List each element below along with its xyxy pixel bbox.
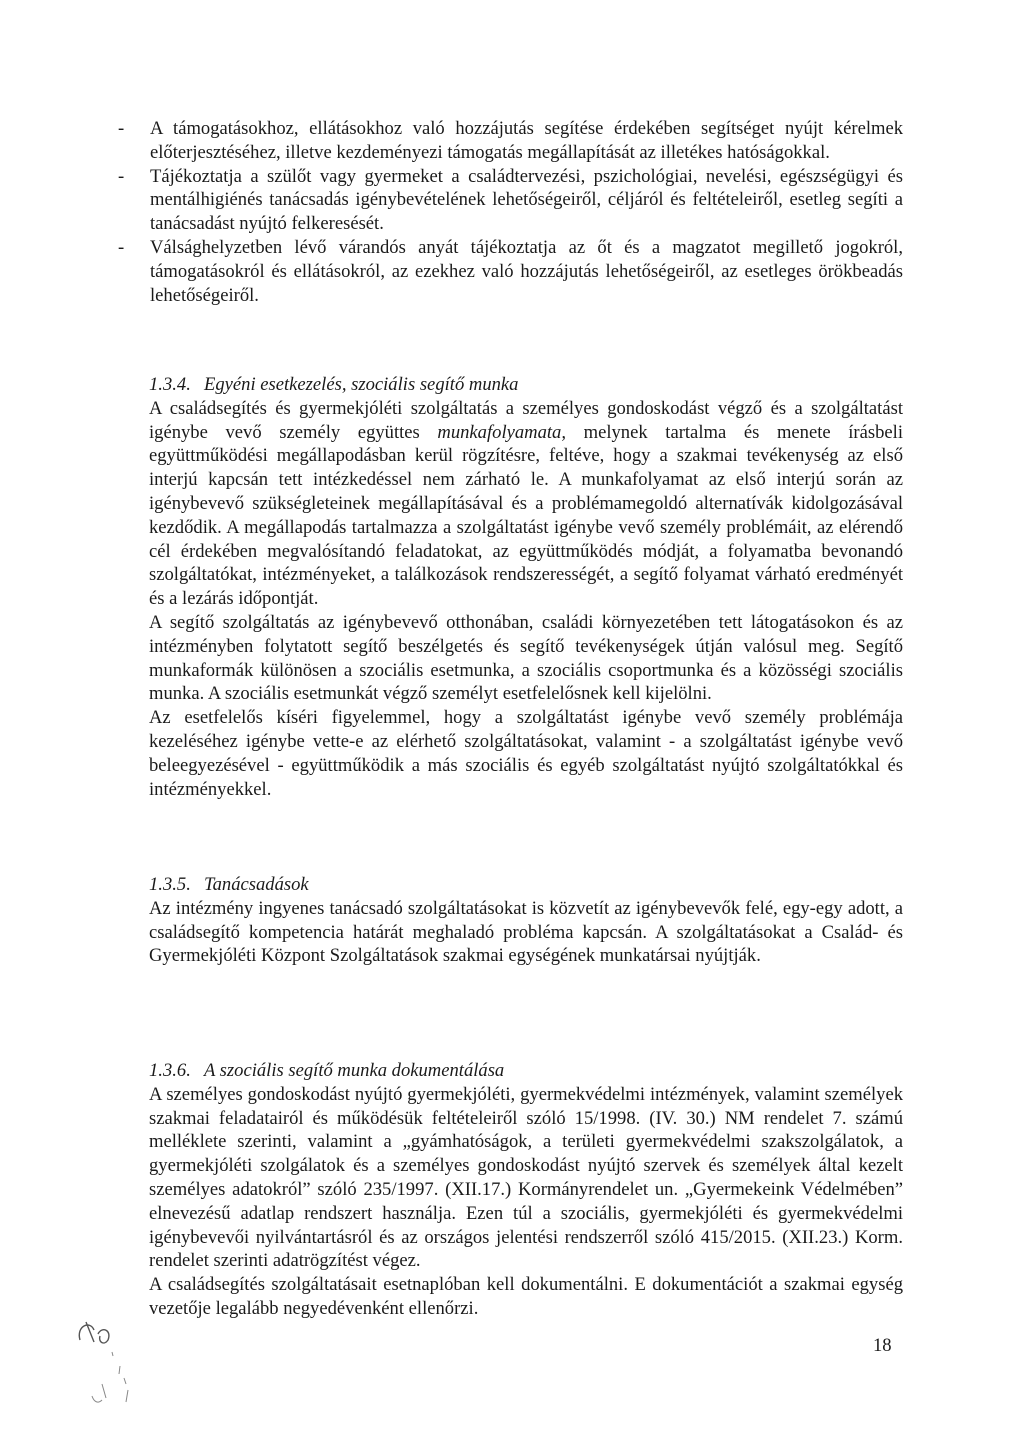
paragraph: Az intézmény ingyenes tanácsadó szolgáltatásokat is közvetít az igénybevevők felé, egy-egy adott, a családsegítő kompetencia határát meghaladó probléma kapcsán. A szolgáltatásokat a Család- és Gyermekjóléti Központ Szolgáltatások szakmai egységének munkatársai nyújtják. — [149, 897, 903, 967]
paragraph-text: A családsegítés és gyermekjóléti szolgáltatás a személyes gondoskodást végző és a szolgáltatást igénybe vevő személy együttes — [149, 397, 903, 443]
section-number: 1.3.4. — [149, 374, 191, 395]
bullet-marker: - — [118, 118, 125, 139]
section-number: 1.3.5. — [149, 874, 191, 895]
paragraph: A segítő szolgáltatás az igénybevevő otthonában, családi környezetében tett látogatásokon és az intézményben folytatott segítő beszélgetés és segítő tevékenységek útján valósul meg. Segítő munkaformák különösen a szociális esetmunka, a szociális csoportmunka és a közösségi szociális munka. A szociális esetmunkát végző személyt esetfelelősnek kell kijelölni. — [149, 611, 903, 705]
bullet-text: A támogatásokhoz, ellátásokhoz való hozzájutás segítése érdekében segítséget nyújt kérelmek előterjesztéséhez, illetve kezdeményezi támogatás megállapítását az illetékes hatóságokkal. — [150, 118, 903, 163]
bullet-list — [118, 117, 903, 307]
page-number: 18 — [873, 1335, 892, 1356]
emphasis-text: munkafolyamata, — [437, 421, 566, 443]
section-title: Tanácsadások — [204, 874, 309, 895]
bullet-item — [118, 165, 903, 236]
section-1-3-6 — [149, 1059, 903, 1321]
bullet-marker: - — [118, 165, 125, 187]
paragraph — [149, 397, 903, 611]
handwritten-mark — [72, 1312, 142, 1412]
section-number: 1.3.6. — [149, 1060, 191, 1081]
section-heading — [149, 373, 903, 397]
bullet-marker: - — [118, 236, 125, 258]
bullet-text: Tájékoztatja a szülőt vagy gyermeket a családtervezési, pszichológiai, nevelési, egészségügyi és mentálhigiénés tanácsadás igénybevételének lehetőségeiről, céljáról és feltételeiről, esetleg segíti a tanácsadást nyújtó felkeresését. — [150, 165, 903, 235]
section-heading — [149, 1059, 903, 1083]
bullet-item — [118, 117, 903, 165]
paragraph: A személyes gondoskodást nyújtó gyermekjóléti, gyermekvédelmi intézmények, valamint személyek szakmai feladatairól és működésük feltételeiről szóló 15/1998. (IV. 30.) NM rendelet 7. számú melléklete szerinti, valamint a „gyámhatóságok, a területi gyermekvédelmi szakszolgálatok, a gyermekjóléti szolgálatok és a személyes gondoskodást nyújtó szervek és személyek által kezelt személyes adatokról” szóló 235/1997. (XII.17.) Kormányrendelet un. „Gyermekeink Védelmében” elnevezésű adatlap rendszert használja. Ezen túl a szociális, gyermekjóléti és gyermekvédelmi igénybevevői nyilvántartásról és az országos jelentési rendszerről szóló 415/2015. (XII.23.) Korm. rendelet szerinti adatrögzítést végez. — [149, 1083, 903, 1272]
bullet-text: Válsághelyzetben lévő várandós anyát tájékoztatja az őt és a magzatot megillető jogokról, támogatásokról és ellátásokról, az ezekhez való hozzájutás lehetőségeiről, az esetleges örökbeadás lehetőségeiről. — [150, 236, 903, 306]
section-1-3-5 — [149, 873, 903, 968]
bullet-item — [118, 236, 903, 307]
section-title: Egyéni esetkezelés, szociális segítő munka — [204, 374, 519, 395]
section-title: A szociális segítő munka dokumentálása — [204, 1060, 505, 1081]
section-1-3-4 — [149, 373, 903, 801]
section-heading — [149, 873, 903, 897]
paragraph-text: melynek tartalma és menete írásbeli együttműködési megállapodásban kerül rögzítésre, feltéve, hogy a szakmai tevékenység az első interjú kapcsán tett intézkedéssel nem zárható le. A munkafolyamat az első interjú során az igénybevevő szükségleteinek megállapításával és a problémamegoldó alternatívák kidolgozásával kezdődik. A megállapodás tartalmazza a szolgáltatást igénybe vevő személy problémáit, az elérendő cél érdekében megvalósítandó feladatokat, az együttműködés módját, a folyamatba bevonandó szolgáltatókat, intézményeket, a találkozások rendszerességét, a segítő folyamat várható eredményét és a lezárás időpontját. — [149, 421, 903, 610]
paragraph: Az esetfelelős kíséri figyelemmel, hogy a szolgáltatást igénybe vevő személy problémája kezeléséhez igénybe vette-e az elérhető szolgáltatásokat, valamint - a szolgáltatást igénybe vevő beleegyezésével - együttműködik a más szociális és egyéb szolgáltatást nyújtó szolgáltatókkal és intézményekkel. — [149, 707, 903, 800]
paragraph: A családsegítés szolgáltatásait esetnaplóban kell dokumentálni. E dokumentációt a szakmai egység vezetője legalább negyedévenként ellenőrzi. — [149, 1274, 903, 1319]
